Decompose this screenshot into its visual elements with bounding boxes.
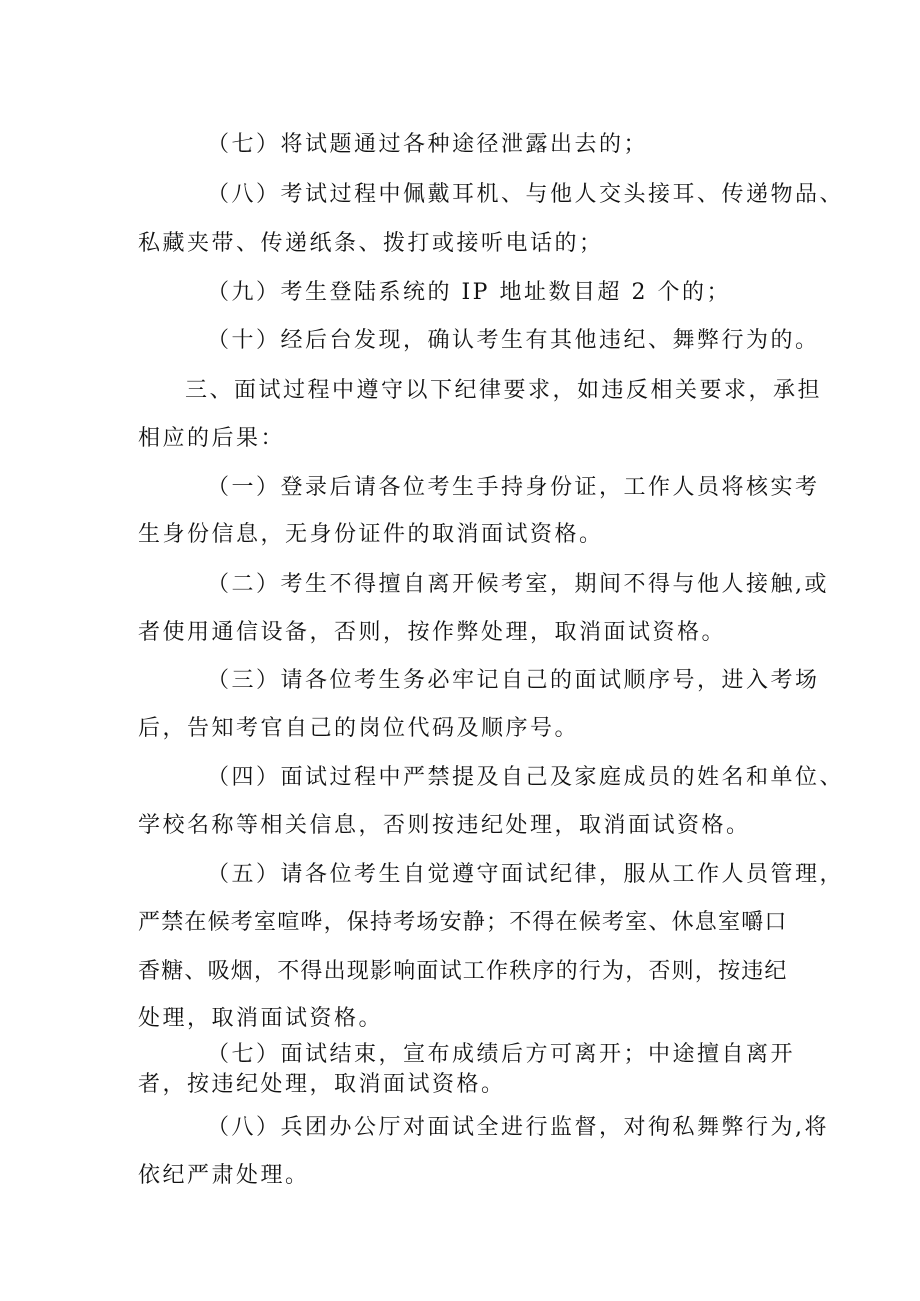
paragraph-line: 生身份信息，无身份证件的取消面试资格。 [138, 522, 604, 547]
paragraph-line: 处理，取消面试资格。 [138, 1006, 384, 1031]
paragraph-line: 学校名称等相关信息，否则按违纪处理，取消面试资格。 [138, 813, 751, 838]
paragraph-line: （五）请各位考生自觉遵守面试纪律，服从工作人员管理， [207, 862, 845, 887]
paragraph-line: （一）登录后请各位考生手持身份证，工作人员将核实考 [207, 475, 820, 500]
paragraph-line: （七）将试题通过各种途径泄露出去的； [207, 132, 649, 157]
paragraph-line: （八）考试过程中佩戴耳机、与他人交头接耳、传递物品、 [207, 182, 845, 207]
paragraph-line: 私藏夹带、传递纸条、拨打或接听电话的； [138, 231, 604, 256]
paragraph-line: 后，告知考官自己的岗位代码及顺序号。 [138, 716, 580, 741]
paragraph-line: 依纪严肃处理。 [138, 1163, 310, 1188]
paragraph-line: 香糖、吸烟，不得出现影响面试工作秩序的行为，否则，按违纪 [138, 959, 788, 984]
paragraph-line: 相应的后果： [138, 426, 286, 451]
paragraph-line: （七）面试结束，宣布成绩后方可离开；中途擅自离开 [207, 1042, 796, 1067]
section-heading: 三、面试过程中遵守以下纪律要求，如违反相关要求，承担 [185, 378, 823, 403]
paragraph-line: （九）考生登陆系统的 IP 地址数目超 2 个的； [207, 280, 731, 305]
paragraph-line: 者，按违纪处理，取消面试资格。 [138, 1072, 506, 1097]
paragraph-line: （三）请各位考生务必牢记自己的面试顺序号，进入考场 [207, 668, 820, 693]
paragraph-line: 者使用通信设备，否则，按作弊处理，取消面试资格。 [138, 620, 727, 645]
paragraph-line: （十）经后台发现，确认考生有其他违纪、舞弊行为的。 [207, 328, 820, 353]
paragraph-line: （二）考生不得擅自离开候考室，期间不得与他人接触,或 [207, 572, 829, 597]
paragraph-line: 严禁在候考室喧哗，保持考场安静；不得在候考室、休息室嚼口 [138, 910, 788, 935]
paragraph-line: （八）兵团办公厅对面试全进行监督，对徇私舞弊行为,将 [207, 1115, 829, 1140]
paragraph-line: （四）面试过程中严禁提及自己及家庭成员的姓名和单位、 [207, 765, 845, 790]
